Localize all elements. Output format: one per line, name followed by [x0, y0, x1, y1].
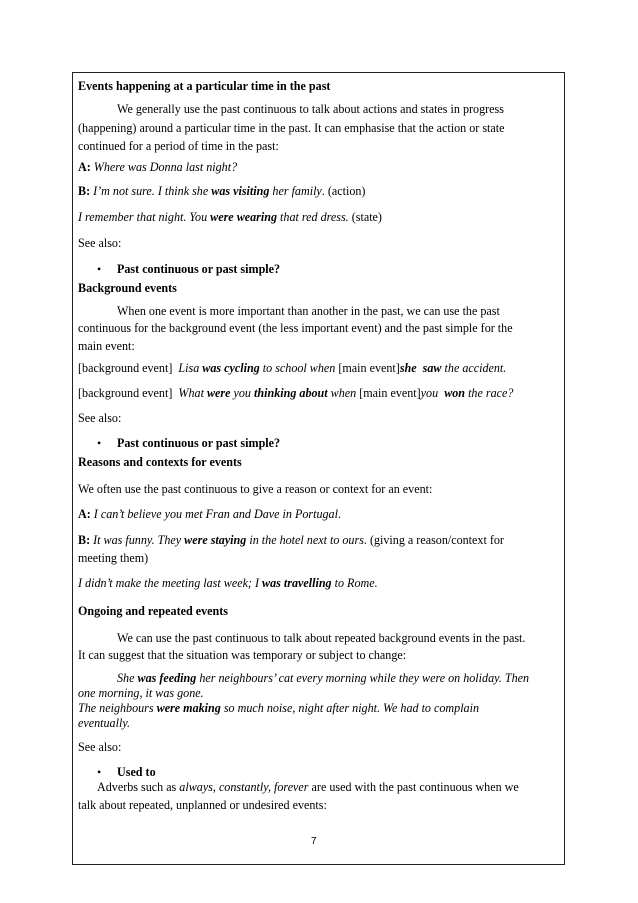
example-text: She: [117, 671, 135, 685]
bullet-icon: •: [97, 262, 102, 276]
speaker-label: A:: [78, 507, 91, 521]
bullet-icon: •: [97, 436, 102, 450]
example-verb: were wearing: [210, 210, 278, 224]
example-verb: saw: [422, 361, 442, 375]
example-text: I’m not sure. I think she: [93, 184, 209, 198]
example-verb: were staying: [184, 533, 247, 547]
example-verb: were making: [156, 701, 221, 715]
example-dialogue-b: [78, 184, 365, 198]
example-sentence: [78, 386, 513, 400]
paragraph-emphasis: always, constantly, forever: [179, 780, 309, 794]
paragraph-line: We can use the past continuous to talk about repeated background events in the past.: [117, 631, 526, 645]
example-text: I remember that night. You: [78, 210, 208, 224]
example-text: What: [178, 386, 204, 400]
see-also-link-used-to[interactable]: Used to: [117, 765, 156, 779]
example-sentence: [78, 701, 479, 715]
example-text: you: [420, 386, 439, 400]
see-also-label: See also:: [78, 411, 122, 425]
example-verb: was visiting: [211, 184, 270, 198]
page-number: 7: [311, 836, 317, 847]
section-heading-background-events: Background events: [78, 281, 177, 295]
example-text: that red dress.: [280, 210, 349, 224]
example-text: her neighbours’ cat every morning while they were on holiday. Then: [199, 671, 530, 685]
paragraph-line: We generally use the past continuous to talk about actions and states in progress: [117, 102, 504, 116]
example-verb: was cycling: [202, 361, 260, 375]
example-text: to Rome.: [334, 576, 378, 590]
bullet-icon: •: [97, 765, 102, 779]
example-verb: won: [444, 386, 466, 400]
example-text: Lisa: [178, 361, 200, 375]
speaker-label: B:: [78, 184, 91, 198]
example-text: the accident.: [444, 361, 507, 375]
paragraph-line: talk about repeated, unplanned or undesired events:: [78, 798, 327, 812]
example-text: so much noise, night after night. We had to complain: [223, 701, 480, 715]
example-text: I didn’t make the meeting last week; I: [78, 576, 260, 590]
section-heading-reasons-contexts: Reasons and contexts for events: [78, 455, 242, 469]
example-verb: was travelling: [262, 576, 332, 590]
see-also-link-past-continuous-or-simple[interactable]: Past continuous or past simple?: [117, 436, 281, 450]
paragraph-line: When one event is more important than another in the past, we can use the past: [117, 304, 500, 318]
paragraph-text: are used with the past continuous when we: [311, 780, 519, 794]
example-text: I can’t believe you met Fran and Dave in Portugal: [93, 507, 338, 521]
paragraph-line: We often use the past continuous to give a reason or context for an event:: [78, 482, 433, 496]
paragraph-line: (happening) around a particular time in the past. It can emphasise that the action or state: [78, 121, 505, 135]
tag-label: [main event]: [338, 361, 400, 375]
example-text: It was funny. They: [93, 533, 182, 547]
example-dialogue-a: [78, 160, 237, 174]
example-text: one morning, it was gone.: [78, 686, 204, 700]
example-text: eventually.: [78, 716, 131, 730]
example-sentence: [117, 671, 529, 685]
example-verb: thinking about: [254, 386, 328, 400]
see-also-label: See also:: [78, 236, 122, 250]
example-dialogue-a: [78, 507, 341, 521]
example-text: she: [399, 361, 417, 375]
example-text: .: [337, 507, 341, 521]
speaker-label: B:: [78, 533, 91, 547]
example-text: you: [233, 386, 251, 400]
example-text: in the hotel next to ours: [249, 533, 364, 547]
example-note: (state): [351, 210, 382, 224]
tag-label: [background event]: [78, 386, 173, 400]
example-text: Where was Donna last night?: [93, 160, 238, 174]
paragraph-line: continuous for the background event (the less important event) and the past simple for the: [78, 321, 513, 335]
see-also-label: See also:: [78, 740, 122, 754]
example-text: when: [330, 386, 357, 400]
example-verb: was feeding: [137, 671, 197, 685]
paragraph-line: main event:: [78, 339, 135, 353]
paragraph-text: Adverbs such as: [97, 780, 177, 794]
speaker-label: A:: [78, 160, 91, 174]
tag-label: [main event]: [359, 386, 421, 400]
tag-label: [background event]: [78, 361, 173, 375]
example-text: her family: [272, 184, 322, 198]
example-sentence: [78, 210, 382, 224]
example-note: . (giving a reason/context for: [363, 533, 504, 547]
example-sentence: [78, 576, 378, 590]
example-sentence: [78, 361, 506, 375]
example-dialogue-b: [78, 533, 504, 547]
paragraph-line: It can suggest that the situation was temporary or subject to change:: [78, 648, 407, 662]
example-text: The neighbours: [78, 701, 154, 715]
example-text: to school when: [262, 361, 336, 375]
paragraph-line: continued for a period of time in the past:: [78, 139, 279, 153]
example-note: . (action): [321, 184, 366, 198]
example-note: meeting them): [78, 551, 149, 565]
example-verb: were: [206, 386, 231, 400]
section-heading-events-particular-time: Events happening at a particular time in the past: [78, 79, 331, 93]
example-text: the race?: [468, 386, 514, 400]
see-also-link-past-continuous-or-simple[interactable]: Past continuous or past simple?: [117, 262, 281, 276]
section-heading-ongoing-repeated: Ongoing and repeated events: [78, 604, 228, 618]
paragraph-line: [97, 780, 519, 794]
